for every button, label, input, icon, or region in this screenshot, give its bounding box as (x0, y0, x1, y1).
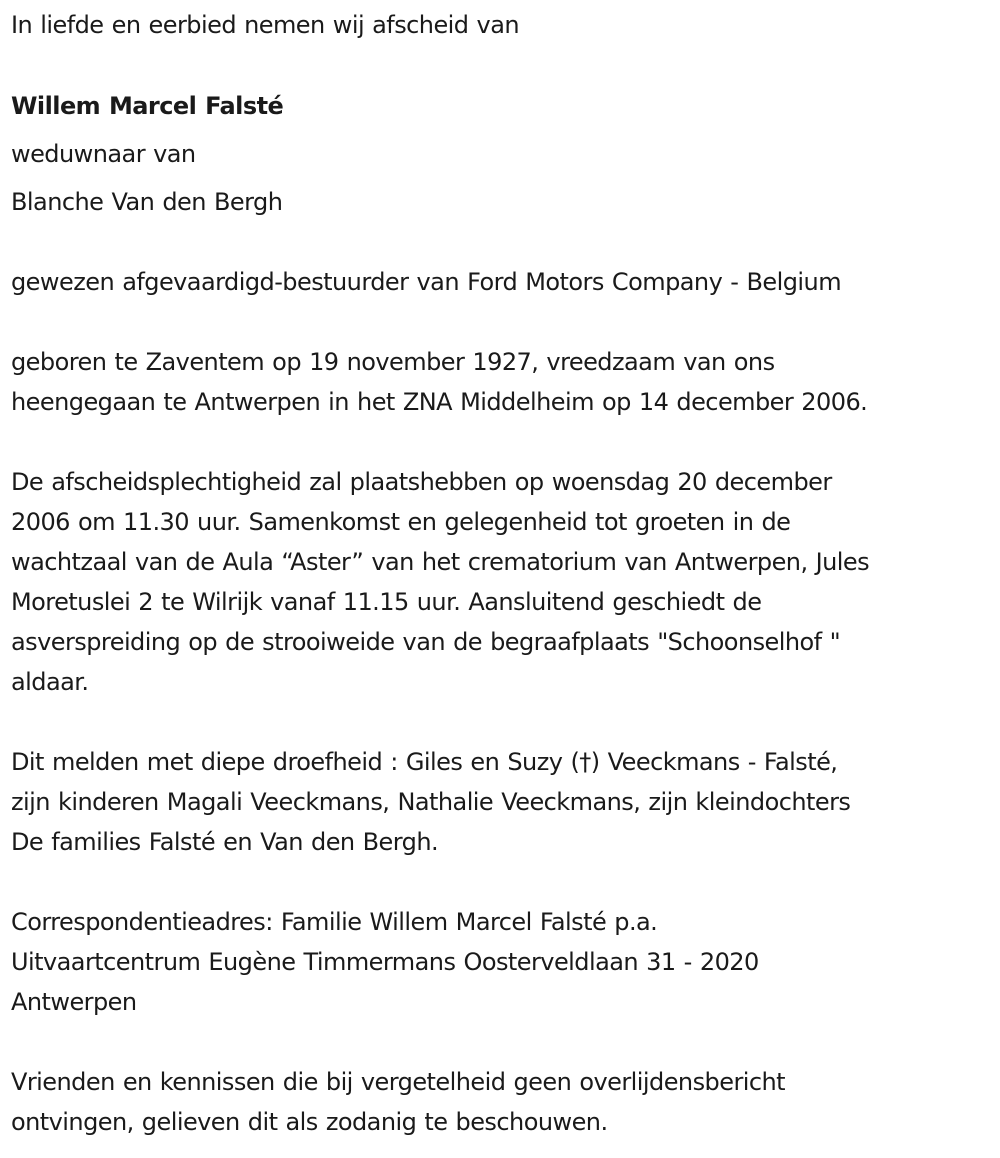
ceremony-line: wachtzaal van de Aula “Aster” van het crematorium van Antwerpen, Jules (11, 548, 870, 576)
widower-label: weduwnaar van (11, 140, 196, 168)
ceremony-paragraph (11, 462, 869, 702)
ceremony-line: Moretuslei 2 te Wilrijk vanaf 11.15 uur. Aansluitend geschiedt de (11, 588, 762, 616)
address-line: Correspondentieadres: Familie Willem Marcel Falsté p.a. (11, 908, 658, 936)
family-paragraph (11, 742, 850, 862)
intro-line: In liefde en eerbied nemen wij afscheid van (11, 11, 520, 39)
family-line: zijn kinderen Magali Veeckmans, Nathalie Veeckmans, zijn kleindochters (11, 788, 851, 816)
address-line: Uitvaartcentrum Eugène Timmermans Oosterveldlaan 31 - 2020 (11, 948, 759, 976)
function-paragraph (11, 262, 841, 302)
deceased-name: Willem Marcel Falsté (11, 92, 284, 120)
birth-death-line: geboren te Zaventem op 19 november 1927, vreedzaam van ons (11, 348, 775, 376)
closing-line: ontvingen, gelieven dit als zodanig te beschouwen. (11, 1108, 608, 1136)
birth-death-paragraph (11, 342, 867, 422)
spouse-name: Blanche Van den Bergh (11, 188, 283, 216)
ceremony-line: asverspreiding op de strooiweide van de begraafplaats "Schoonselhof " (11, 628, 841, 656)
family-line: De families Falsté en Van den Bergh. (11, 828, 439, 856)
ceremony-line: aldaar. (11, 668, 89, 696)
birth-death-line: heengegaan te Antwerpen in het ZNA Middelheim op 14 december 2006. (11, 388, 868, 416)
ceremony-line: 2006 om 11.30 uur. Samenkomst en gelegenheid tot groeten in de (11, 508, 791, 536)
closing-line: Vrienden en kennissen die bij vergetelheid geen overlijdensbericht (11, 1068, 786, 1096)
address-paragraph (11, 902, 759, 1022)
address-line: Antwerpen (11, 988, 137, 1016)
family-line: Dit melden met diepe droefheid : Giles en Suzy (†) Veeckmans - Falsté, (11, 748, 838, 776)
function-line: gewezen afgevaardigd-bestuurder van Ford Motors Company - Belgium (11, 268, 842, 296)
closing-paragraph (11, 1062, 785, 1142)
ceremony-line: De afscheidsplechtigheid zal plaatshebben op woensdag 20 december (11, 468, 832, 496)
